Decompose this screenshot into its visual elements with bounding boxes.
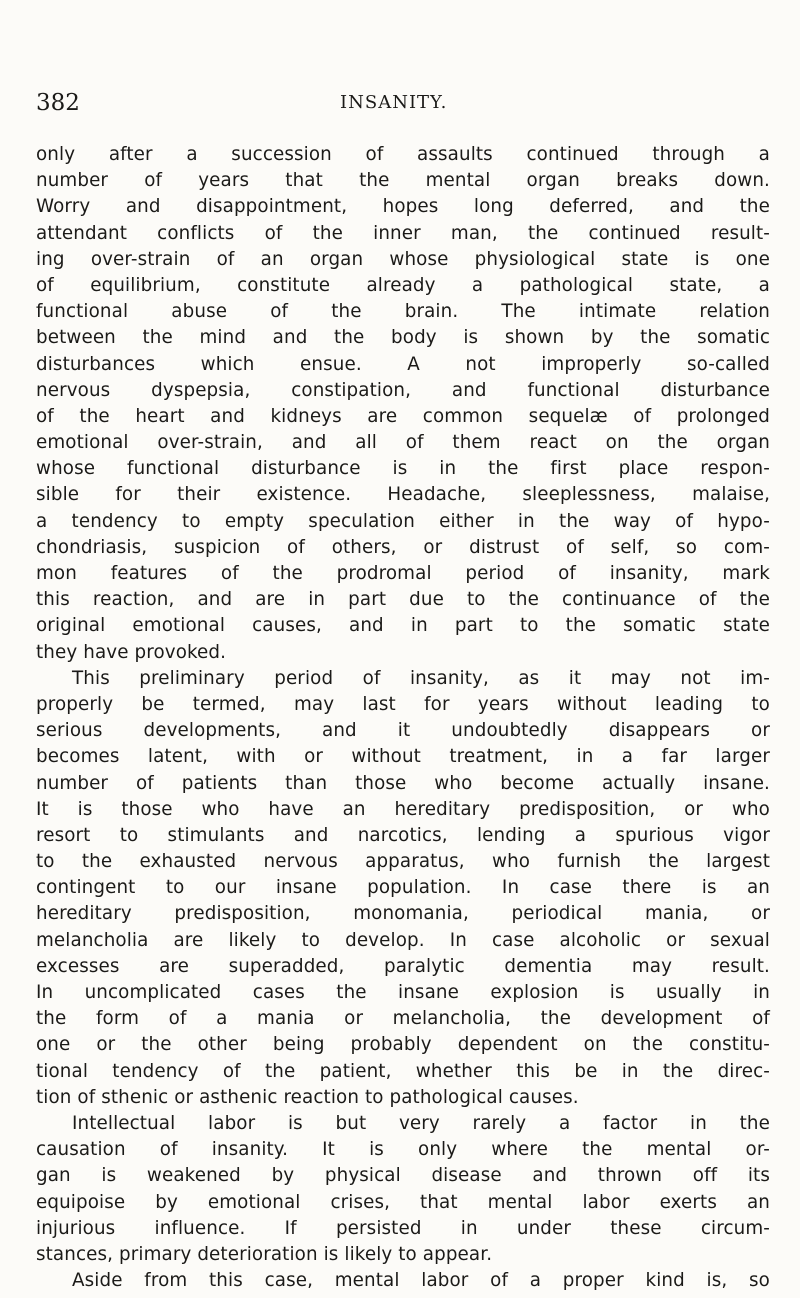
text-line: only after a succession of assaults continued through a	[36, 144, 770, 165]
text-line: contingent to our insane population. In case there is an	[36, 877, 770, 899]
text-line: resort to stimulants and narcotics, lending a spurious vigor	[36, 824, 770, 846]
page-number: 382	[36, 90, 80, 116]
text-line: functional abuse of the brain. The intimate relation	[36, 301, 770, 323]
text-line: tion of sthenic or asthenic reaction to pathological causes.	[36, 1086, 579, 1108]
text-line: emotional over-strain, and all of them react on the organ	[36, 432, 770, 454]
text-line: chondriasis, suspicion of others, or distrust of self, so com-	[36, 536, 770, 558]
text-line: one or the other being probably dependent on the constitu-	[36, 1034, 770, 1056]
text-line: excesses are superadded, paralytic dementia may result.	[36, 955, 770, 977]
text-line: a tendency to empty speculation either in the way of hypo-	[36, 510, 770, 532]
text-line: tional tendency of the patient, whether this be in the direc-	[36, 1060, 770, 1082]
text-line: properly be termed, may last for years without leading to	[36, 693, 770, 715]
text-line: causation of insanity. It is only where the mental or-	[36, 1139, 770, 1161]
body-text	[36, 142, 770, 1294]
text-line: number of years that the mental organ breaks down.	[36, 170, 770, 192]
text-line: they have provoked.	[36, 641, 227, 663]
text-line: attendant conflicts of the inner man, the continued result-	[36, 222, 770, 244]
text-line: ing over-strain of an organ whose physiological state is one	[36, 248, 770, 270]
text-line: mon features of the prodromal period of insanity, mark	[36, 563, 770, 584]
text-line: the form of a mania or melancholia, the development of	[36, 1008, 770, 1030]
text-line: hereditary predisposition, monomania, periodical mania, or	[36, 903, 770, 925]
text-line: Worry and disappointment, hopes long deferred, and the	[36, 196, 770, 218]
text-line: Aside from this case, mental labor of a proper kind is, so	[72, 1270, 770, 1292]
text-line: nervous dyspepsia, constipation, and functional disturbance	[36, 379, 770, 401]
text-line: melancholia are likely to develop. In case alcoholic or sexual	[36, 929, 770, 951]
text-line: It is those who have an hereditary predisposition, or who	[36, 798, 770, 820]
text-line: this reaction, and are in part due to the continuance of the	[36, 589, 770, 611]
text-line: whose functional disturbance is in the first place respon-	[36, 458, 770, 480]
text-line: disturbances which ensue. A not improperly so-called	[36, 353, 770, 375]
text-line: serious developments, and it undoubtedly disappears or	[36, 720, 770, 742]
text-line: becomes latent, with or without treatment, in a far larger	[36, 746, 770, 768]
page-header	[36, 88, 756, 120]
text-line: original emotional causes, and in part to the somatic state	[36, 615, 770, 637]
running-head: INSANITY.	[340, 92, 448, 113]
text-line: of the heart and kidneys are common sequelæ of prolonged	[36, 405, 770, 427]
text-line: gan is weakened by physical disease and thrown off its	[36, 1165, 770, 1187]
text-line: This preliminary period of insanity, as it may not im-	[72, 667, 770, 689]
text-line: between the mind and the body is shown by the somatic	[36, 327, 770, 349]
text-line: number of patients than those who become actually insane.	[36, 772, 770, 794]
text-line: Intellectual labor is but very rarely a factor in the	[72, 1112, 770, 1134]
text-line: In uncomplicated cases the insane explosion is usually in	[36, 982, 770, 1003]
text-line: sible for their existence. Headache, sleeplessness, malaise,	[36, 484, 770, 506]
text-line: equipoise by emotional crises, that mental labor exerts an	[36, 1191, 770, 1213]
text-line: of equilibrium, constitute already a pathological state, a	[36, 274, 770, 296]
text-line: injurious influence. If persisted in under these circum-	[36, 1217, 770, 1239]
text-line: to the exhausted nervous apparatus, who furnish the largest	[36, 851, 770, 873]
text-line: stances, primary deterioration is likely to appear.	[36, 1243, 493, 1265]
